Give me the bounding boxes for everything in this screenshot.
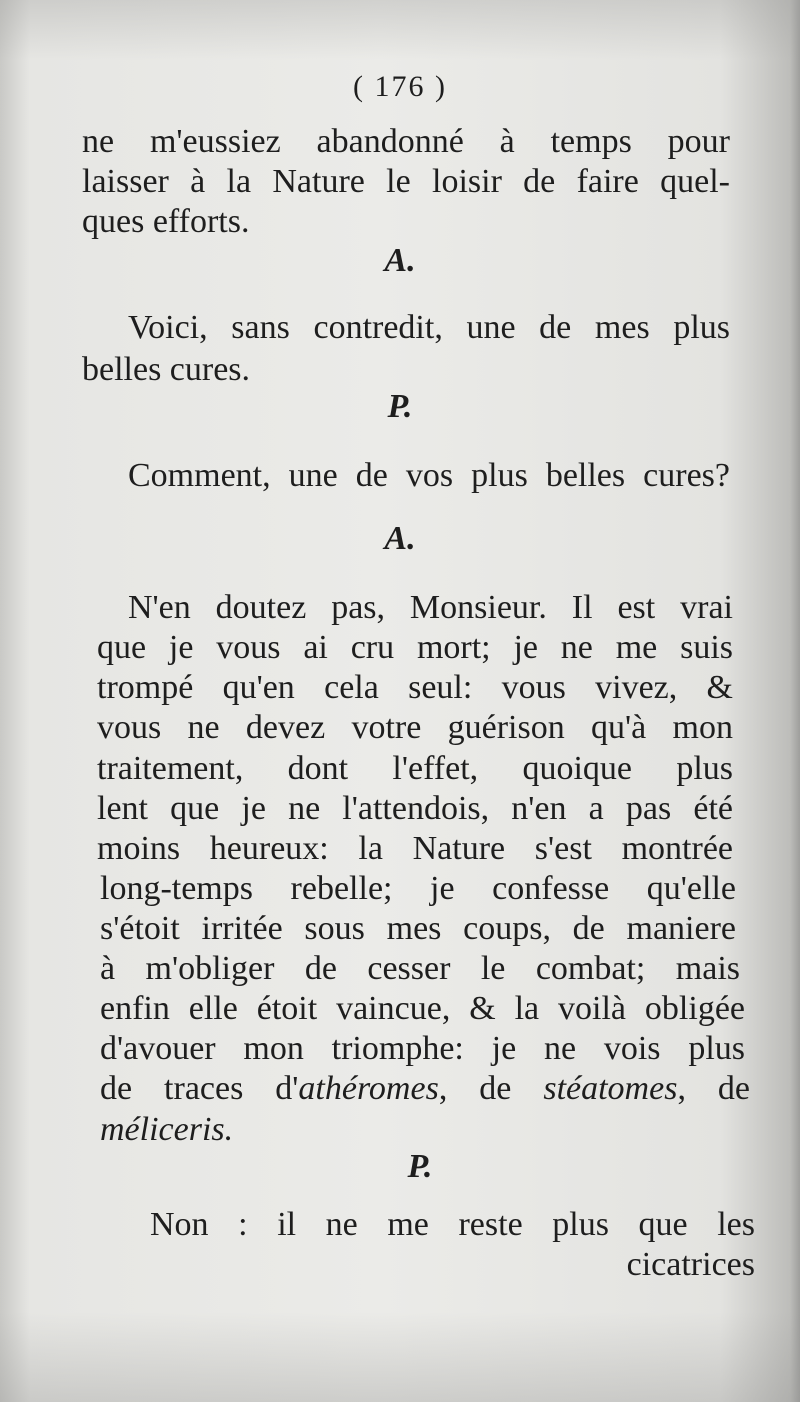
italic-term: athéromes — [298, 1070, 439, 1107]
text-line: moins heureux: la Nature s'est montrée — [97, 830, 733, 867]
text-line: belles cures. — [82, 351, 251, 388]
text-line: d'avouer mon triomphe: je ne vois plus — [100, 1030, 745, 1067]
page-shadow-top — [0, 0, 800, 60]
text-line: ne m'eussiez abandonné à temps pour — [82, 123, 730, 160]
speaker-label: A. — [384, 520, 416, 557]
page-number: ( 176 ) — [353, 70, 447, 103]
speaker-label: A. — [384, 242, 416, 279]
text-line: long-temps rebelle; je confesse qu'elle — [100, 870, 736, 907]
text-line: que je vous ai cru mort; je ne me suis — [97, 629, 733, 666]
text-line — [100, 1069, 750, 1109]
text-line: enfin elle étoit vaincue, & la voilà obligée — [100, 990, 745, 1027]
text-line: N'en doutez pas, Monsieur. Il est vrai — [128, 589, 733, 626]
text-line: trompé qu'en cela seul: vous vivez, & — [97, 669, 733, 706]
text-line: s'étoit irritée sous mes coups, de maniere — [100, 910, 736, 947]
text-line: vous ne devez votre guérison qu'à mon — [97, 709, 733, 746]
text-line: laisser à la Nature le loisir de faire quel- — [82, 163, 730, 200]
text-line: méliceris. — [100, 1111, 234, 1148]
speaker-label: P. — [407, 1148, 433, 1185]
page-shadow-bottom — [0, 1312, 800, 1402]
text-line: à m'obliger de cesser le combat; mais — [100, 950, 740, 987]
text-fragment: de traces d' — [100, 1070, 299, 1107]
text-fragment: , de — [438, 1070, 544, 1107]
text-line: Non : il ne me reste plus que les — [150, 1206, 755, 1243]
text-line: lent que je ne l'attendois, n'en a pas été — [97, 790, 733, 827]
text-line: Comment, une de vos plus belles cures? — [128, 457, 730, 494]
text-line: ques efforts. — [82, 203, 250, 240]
speaker-label: P. — [387, 388, 413, 425]
catchword: cicatrices — [626, 1246, 755, 1283]
text-fragment: , de — [677, 1070, 750, 1107]
italic-term: stéatomes — [543, 1070, 678, 1107]
text-line: Voici, sans contredit, une de mes plus — [128, 309, 730, 346]
text-line: traitement, dont l'effet, quoique plus — [97, 750, 733, 787]
